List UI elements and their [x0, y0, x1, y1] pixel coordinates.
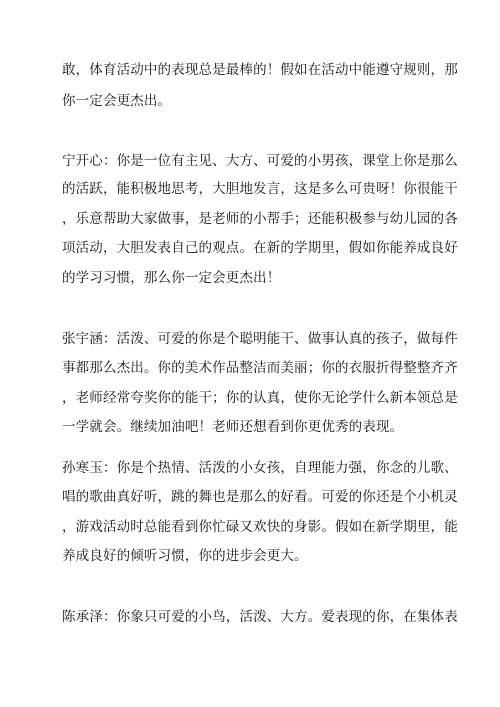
text-line: 孙寒玉：你是个热情、活泼的小女孩，自理能力强，你念的儿歌、	[62, 460, 458, 476]
text-line: 陈承泽：你象只可爱的小鸟，活泼、大方。爱表现的你，在集体表	[62, 609, 458, 625]
text-line: 你一定会更杰出。	[62, 93, 172, 109]
text-line: ，乐意帮助大家做事，是老师的小帮手；还能积极参与幼儿园的各	[62, 211, 458, 227]
text-line: 事都那么杰出。你的美术作品整洁而美丽；你的衣服折得整整齐齐	[62, 360, 458, 376]
text-line: ，老师经常夸奖你的能干；你的认真，使你无论学什么新本领总是	[62, 390, 458, 406]
text-line: 的学习习惯，那么你一定会更杰出！	[62, 270, 281, 286]
text-line: ，游戏活动时总能看到你忙碌又欢快的身影。假如在新学期里，能	[62, 519, 458, 535]
text-line: 项活动，大胆发表自己的观点。在新的学期里，假如你能养成良好	[62, 240, 458, 256]
text-line: 张宇涵：活泼、可爱的你是个聪明能干、做事认真的孩子，做每件	[62, 331, 458, 347]
text-line: 宁开心：你是一位有主见、大方、可爱的小男孩，课堂上你是那么	[62, 153, 458, 169]
text-line: 唱的歌曲真好听，跳的舞也是那么的好看。可爱的你还是个小机灵	[62, 489, 458, 505]
text-line: 敢，体育活动中的表现总是最棒的！假如在活动中能遵守规则，那	[62, 62, 458, 78]
text-line: 一学就会。继续加油吧！老师还想看到你更优秀的表现。	[62, 419, 404, 435]
text-line: 养成良好的倾听习惯，你的进步会更大。	[62, 548, 308, 564]
text-line: 的活跃，能积极地思考，大胆地发言，这是多么可贵呀！你很能干	[62, 181, 458, 197]
